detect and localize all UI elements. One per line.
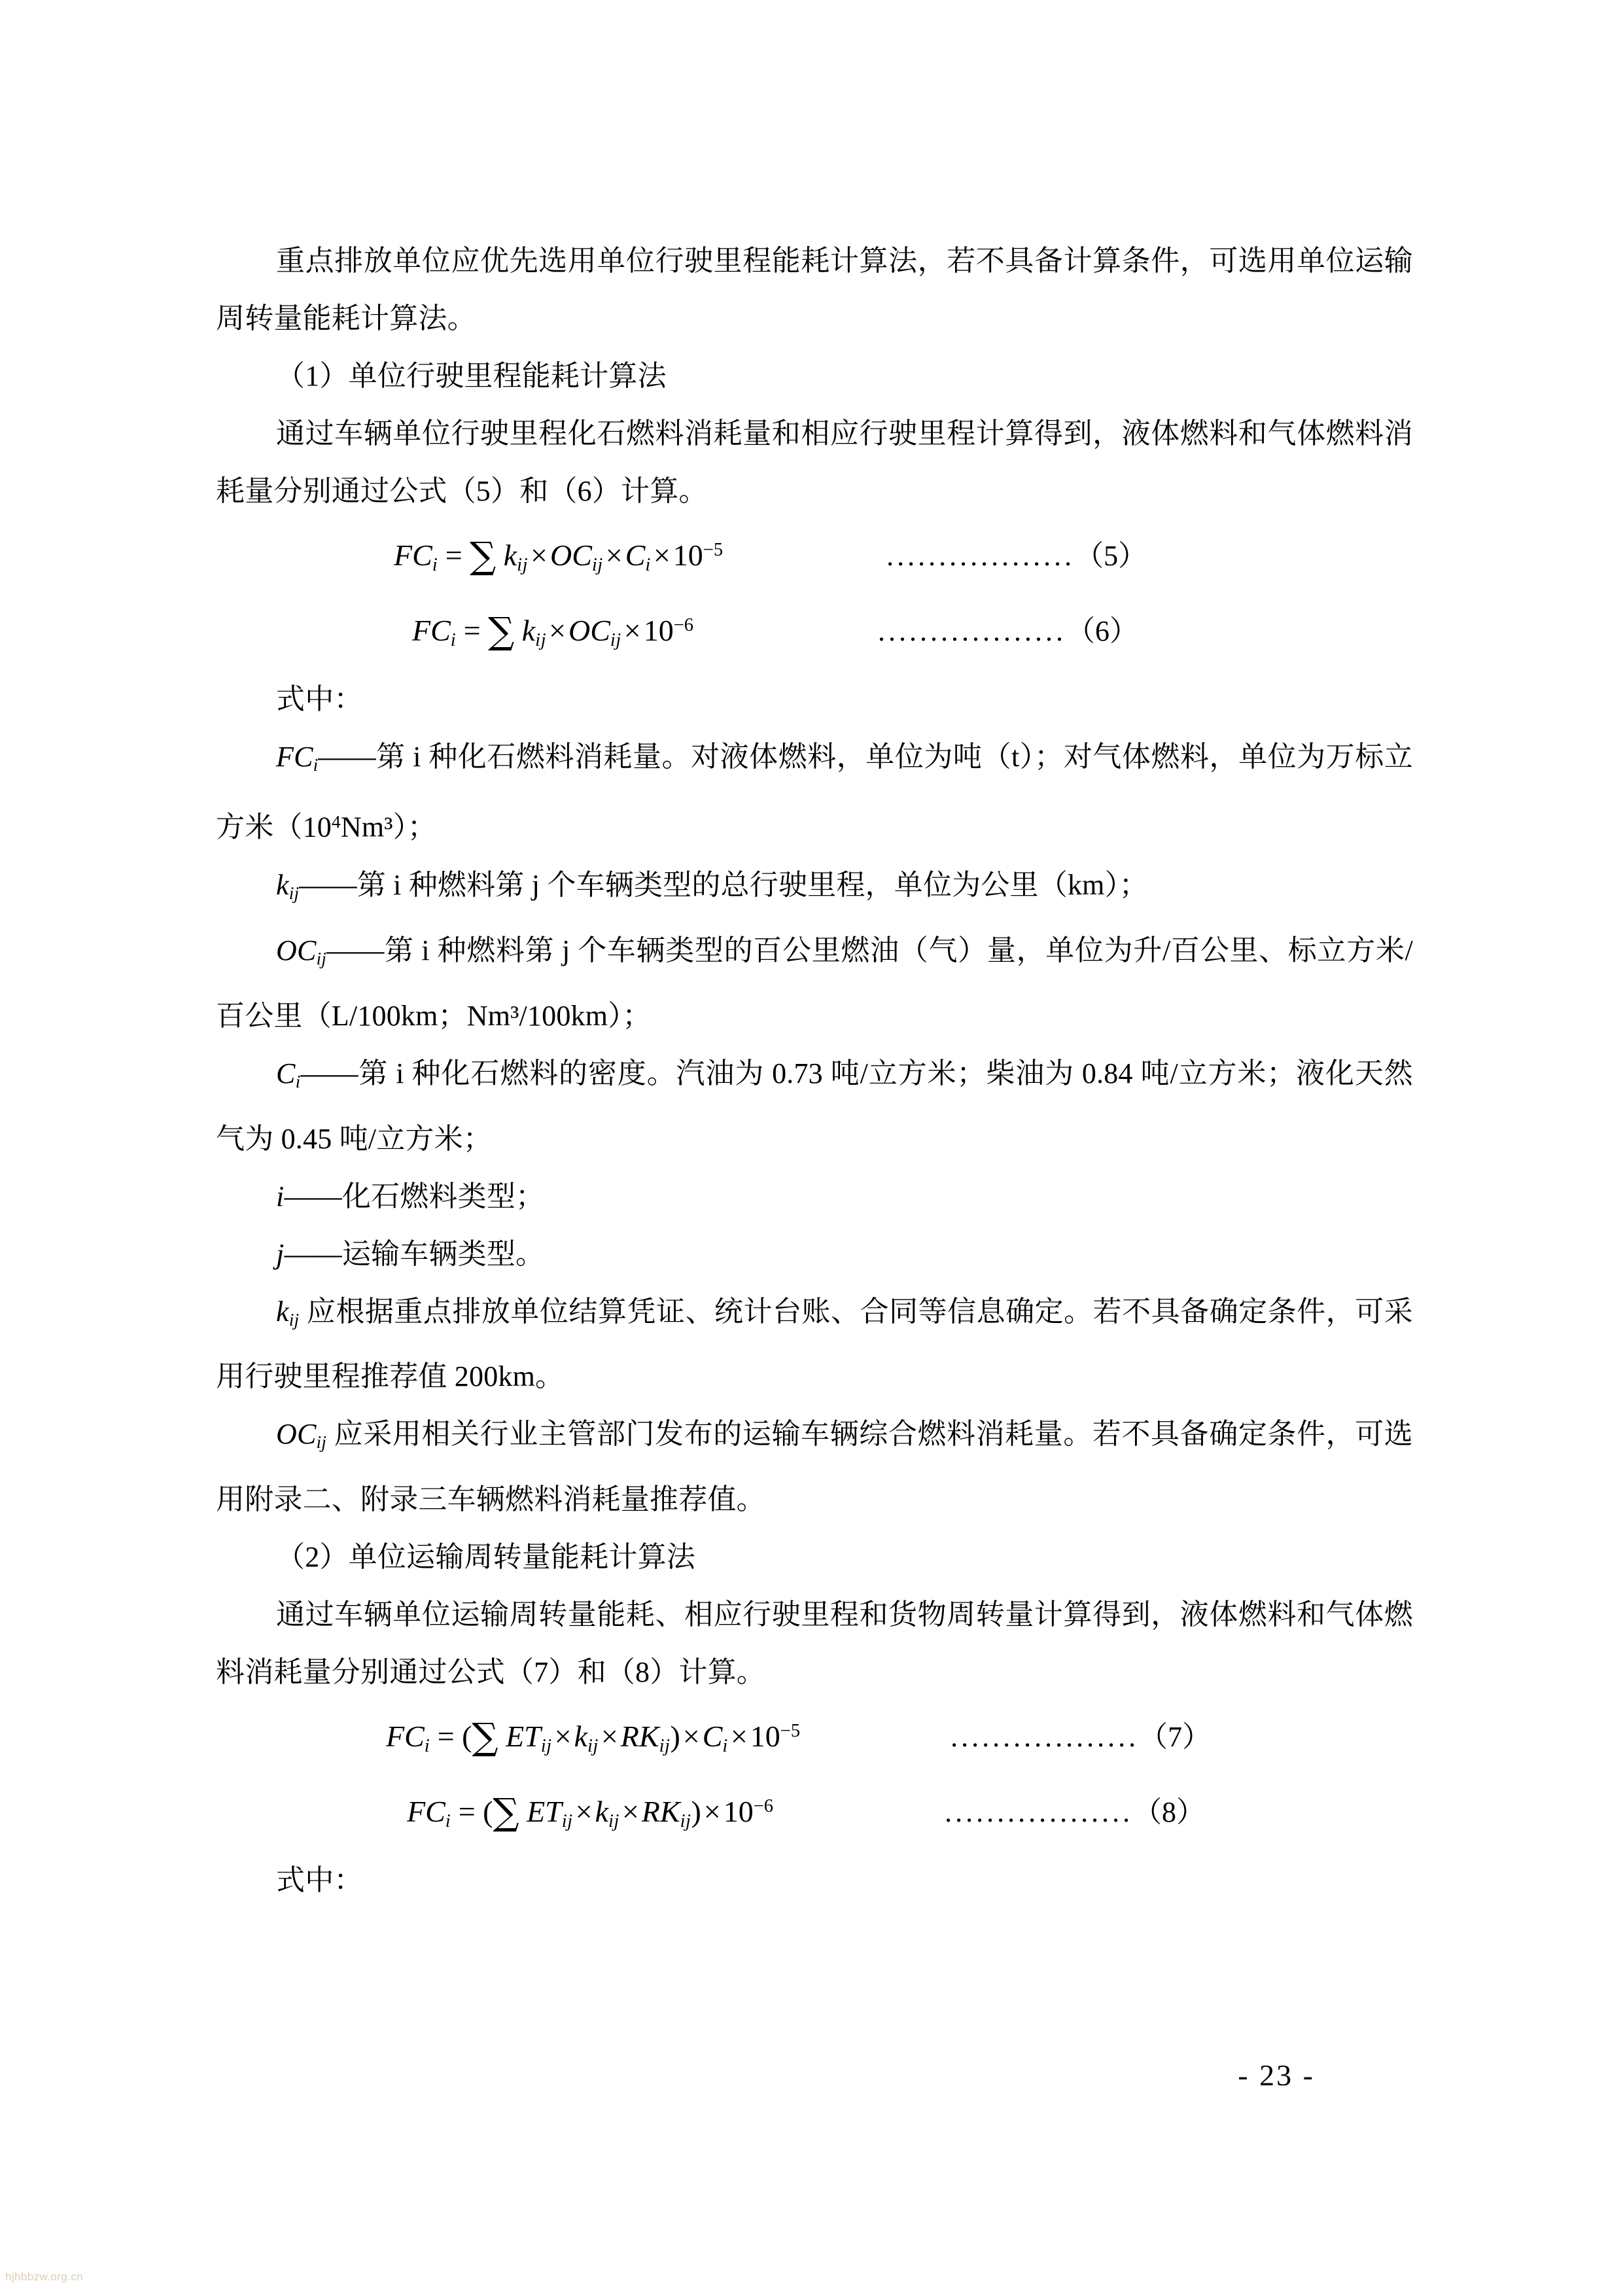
formula-7-term4: C [702,1719,723,1753]
formula-5-lhs-sub: i [432,554,438,575]
note-oc [216,1405,1413,1528]
formula-6-lhs-sub: i [450,629,457,650]
formula-8-close-paren: ) [691,1794,701,1828]
formula-7-number: （7） [1139,1720,1212,1753]
formula-5-term1: k [503,538,517,572]
formula-6-term2-sub: ij [610,629,621,650]
paragraph-intro: 重点排放单位应优先选用单位行驶里程能耗计算法，若不具备计算条件，可选用单位运输周转量能耗计算法。 [216,245,1413,334]
formula-5-term2-sub: ij [591,554,603,575]
formula-5-equals: = [445,538,462,572]
formula-8-times1: × [575,1794,593,1828]
formula-7-times1: × [554,1719,572,1753]
formula-6-sum-icon: ∑ [488,610,515,653]
definition-j-symbol: j [276,1237,285,1270]
formula-6-number: （6） [1066,614,1139,647]
formula-6-leader: .................. [878,614,1067,647]
formula-6-term2: OC [568,613,610,647]
definition-k [216,857,1413,922]
formula-8-sum-icon: ∑ [493,1791,519,1834]
formula-7-close-paren: ) [670,1719,680,1753]
formula-6-lhs: FC [412,613,451,647]
formula-5-times3: × [653,538,671,572]
formula-7-lhs: FC [386,1719,425,1753]
formula-8-term3: RK [641,1794,680,1828]
formula-7-term1: ET [506,1719,541,1753]
formula-8-times2: × [621,1794,639,1828]
formula-6-term1-sub: ij [535,629,547,650]
formula-8-exponent: −6 [753,1795,774,1816]
formula-8-term1-sub: ij [561,1810,573,1831]
definition-c [216,1045,1413,1168]
note-k-symbol: $k_{ij}$ [276,1295,300,1330]
formula-8-leader: .................. [945,1795,1134,1828]
formula-8-term2: k [595,1794,608,1828]
note-k [216,1283,1413,1406]
formula-7-expression [386,1701,800,1776]
definition-c-text: ——第 i 种化石燃料的密度。汽油为 0.73 吨/立方米；柴油为 0.84 吨/立方米；液化天然气为 0.45 吨/立方米； [216,1057,1413,1155]
formula-5-number: （5） [1075,539,1147,572]
definition-j [216,1226,1413,1283]
formula-7-term3: RK [620,1719,659,1753]
formula-7-base: 10 [750,1719,780,1753]
formula-7-times2: × [601,1719,618,1753]
formula-8-lhs-sub: i [445,1810,451,1831]
definition-i [216,1168,1413,1226]
definition-oc [216,922,1413,1045]
watermark: hjhbbzw.org.cn [5,2270,84,2283]
formula-6-term1: k [521,613,536,647]
formula-7-term3-sub: ij [659,1735,671,1756]
definition-j-text: ——运输车辆类型。 [284,1237,545,1270]
formula-5-term3: C [625,538,646,572]
formula-5-term2: OC [550,538,592,572]
note-k-text: 应根据重点排放单位结算凭证、统计台账、合同等信息确定。若不具备确定条件，可采用行驶里程推荐值 200km。 [216,1295,1413,1393]
definition-k-symbol: $k_{ij}$ [276,869,300,903]
note-oc-symbol: $OC_{ij}$ [276,1418,327,1453]
formula-6-times1: × [549,613,566,647]
definition-fc [216,728,1413,857]
formula-5 [216,520,1413,595]
label-where-1: 式中： [276,682,363,715]
formula-6-exponent: −6 [673,614,694,635]
formula-8-open-paren: ( [483,1794,493,1828]
formula-7-times3: × [682,1719,700,1753]
page-content [216,232,1413,1909]
heading-method-1: （1）单位行驶里程能耗计算法 [276,360,667,392]
page-number: - 23 - [1238,2058,1315,2092]
definition-c-symbol: $C_i$ [276,1057,301,1091]
formula-7-term2: k [574,1719,587,1753]
definition-k-text: ——第 i 种燃料第 j 个车辆类型的总行驶里程，单位为公里（km）； [299,869,1148,902]
formula-7-equals: = [437,1719,455,1753]
formula-7-lhs-sub: i [424,1735,430,1756]
definition-i-symbol: i [276,1180,285,1212]
formula-8-term3-sub: ij [680,1810,691,1831]
formula-6-expression [412,595,693,671]
formula-7 [216,1701,1413,1776]
formula-8-times3: × [703,1794,721,1828]
formula-7-term4-sub: i [722,1735,728,1756]
formula-7-exponent: −5 [780,1721,801,1742]
formula-5-base: 10 [672,538,703,572]
definition-oc-text: ——第 i 种燃料第 j 个车辆类型的百公里燃油（气）量，单位为升/百公里、标立方米/百公里（L/100km；Nm³/100km）； [216,934,1413,1032]
formula-7-open-paren: ( [462,1719,472,1753]
formula-7-leader: .................. [951,1720,1140,1753]
formula-5-times1: × [531,538,548,572]
definition-fc-text: ——第 i 种化石燃料消耗量。对液体燃料，单位为吨（t）；对气体燃料，单位为万标立方米（10 [216,740,1413,844]
label-where-2: 式中： [276,1863,363,1896]
definition-fc-symbol: $FC_i$ [276,740,319,775]
definition-oc-symbol: $OC_{ij}$ [276,934,327,968]
formula-8-expression [407,1776,773,1852]
note-oc-text: 应采用相关行业主管部门发布的运输车辆综合燃料消耗量。若不具备确定条件，可选用附录二、附录三车辆燃料消耗量推荐值。 [216,1418,1413,1516]
formula-5-leader: .................. [886,539,1075,572]
formula-7-term1-sub: ij [540,1735,552,1756]
formula-8-base: 10 [723,1794,754,1828]
formula-6-times2: × [623,613,641,647]
formula-5-term1-sub: ij [517,554,529,575]
definition-fc-superscript: 4 [332,812,341,832]
formula-7-term2-sub: ij [587,1735,599,1756]
paragraph-method-1-desc: 通过车辆单位行驶里程化石燃料消耗量和相应行驶里程计算得到，液体燃料和气体燃料消耗量分别通过公式（5）和（6）计算。 [216,417,1413,507]
formula-8-term1: ET [527,1794,562,1828]
formula-5-times2: × [605,538,623,572]
formula-7-times4: × [730,1719,748,1753]
heading-method-2: （2）单位运输周转量能耗计算法 [276,1541,695,1574]
formula-8-lhs: FC [407,1794,445,1828]
formula-6-equals: = [463,613,481,647]
formula-5-term3-sub: i [645,554,651,575]
formula-8 [216,1776,1413,1852]
definition-fc-text-tail: Nm³）； [340,811,437,844]
definition-i-text: ——化石燃料类型； [284,1180,545,1212]
formula-6 [216,595,1413,671]
paragraph-method-2-desc: 通过车辆单位运输周转量能耗、相应行驶里程和货物周转量计算得到，液体燃料和气体燃料消耗量分别通过公式（7）和（8）计算。 [216,1598,1413,1689]
formula-8-equals: = [458,1794,476,1828]
formula-8-number: （8） [1133,1795,1206,1828]
formula-5-sum-icon: ∑ [470,535,497,578]
formula-6-base: 10 [643,613,674,647]
formula-5-exponent: −5 [703,540,724,560]
formula-8-term2-sub: ij [608,1810,620,1831]
formula-5-lhs: FC [394,538,432,572]
formula-7-sum-icon: ∑ [472,1716,498,1759]
formula-5-expression [394,520,723,595]
